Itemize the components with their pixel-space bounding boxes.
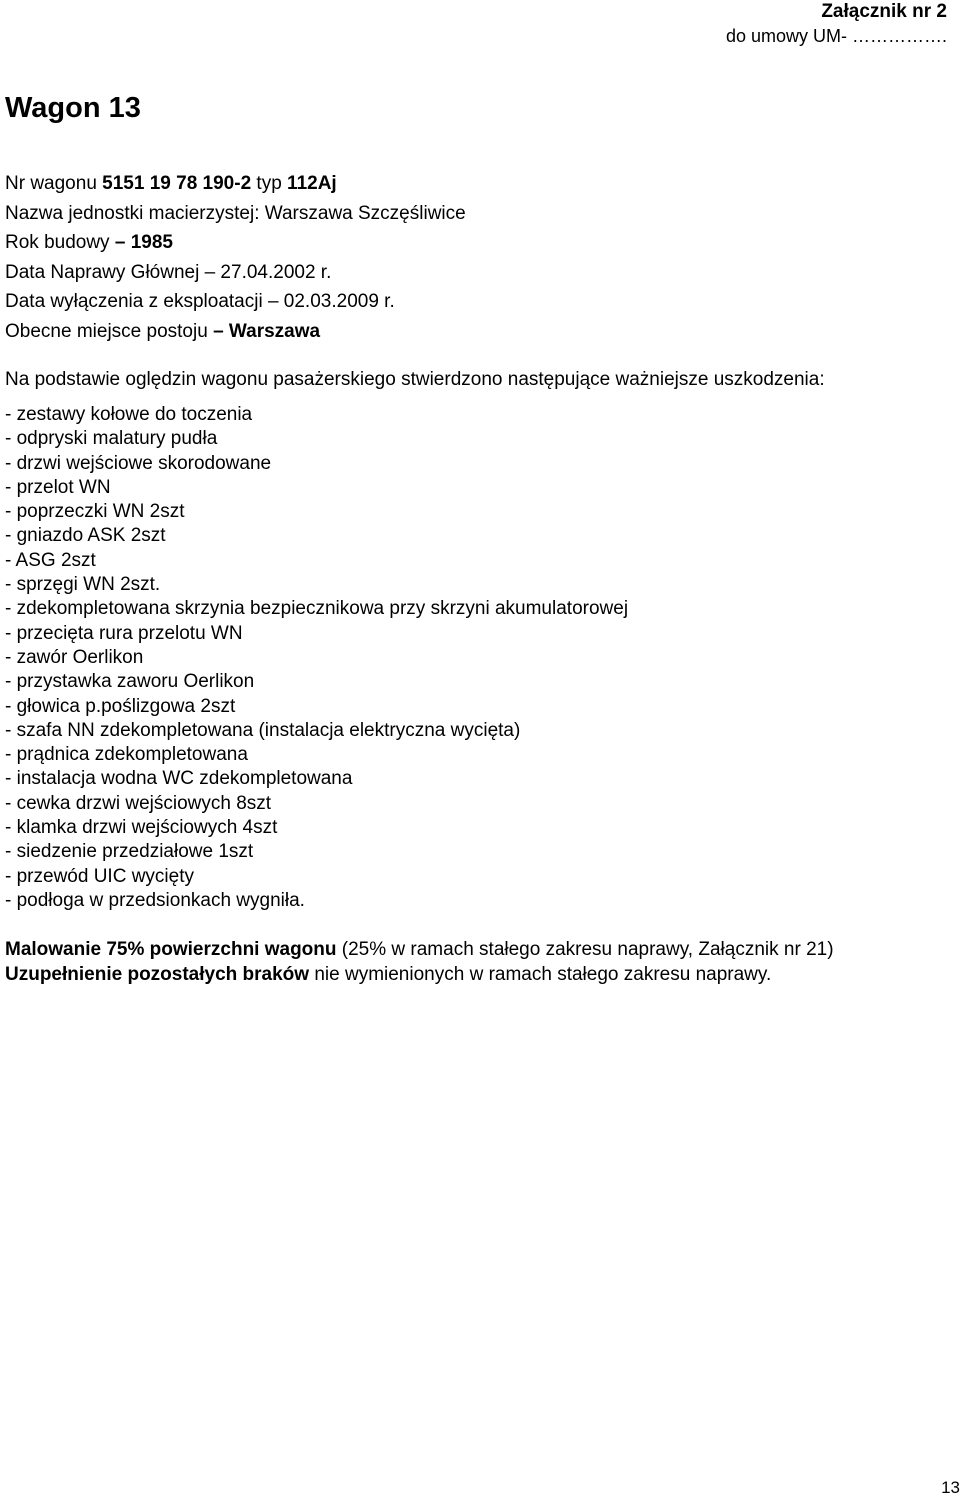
wagon-number-value: 5151 19 78 190-2 bbox=[102, 173, 252, 194]
parent-unit-line: Nazwa jednostki macierzystej: Warszawa Szczęśliwice bbox=[5, 202, 466, 224]
annex-header bbox=[726, 0, 947, 48]
inspection-intro: Na podstawie oględzin wagonu pasażerskiego stwierdzono następujące ważniejsze uszkodzenia: bbox=[5, 369, 825, 390]
list-item: - głowica p.poślizgowa 2szt bbox=[5, 695, 236, 717]
page-number: 13 bbox=[941, 1478, 960, 1497]
main-repair-line: Data Naprawy Głównej – 27.04.2002 r. bbox=[5, 261, 332, 283]
build-year-label: Rok budowy bbox=[5, 232, 115, 253]
location-label: Obecne miejsce postoju bbox=[5, 320, 214, 342]
list-item: - szafa NN zdekompletowana (instalacja elektryczna wycięta) bbox=[5, 719, 521, 741]
list-item: - instalacja wodna WC zdekompletowana bbox=[5, 768, 353, 790]
annex-subtitle: do umowy UM- ……………. bbox=[725, 26, 947, 46]
wagon-number-label: Nr wagonu bbox=[5, 173, 103, 194]
painting-line bbox=[5, 938, 834, 963]
location-value: – Warszawa bbox=[213, 320, 321, 342]
wagon-info bbox=[5, 169, 466, 346]
decommission-line: Data wyłączenia z eksploatacji – 02.03.2009 r. bbox=[5, 291, 395, 312]
wagon-number-line bbox=[5, 169, 466, 199]
list-item: - klamka drzwi wejściowych 4szt bbox=[5, 817, 278, 839]
list-item: - przelot WN bbox=[5, 476, 111, 498]
list-item: - siedzenie przedziałowe 1szt bbox=[5, 841, 254, 863]
completion-rest: nie wymienionych w ramach stałego zakresu naprawy. bbox=[309, 963, 772, 985]
defects-list bbox=[5, 403, 628, 913]
wagon-type-value: 112Aj bbox=[287, 173, 337, 194]
build-year-line bbox=[5, 228, 466, 258]
page-title: Wagon 13 bbox=[5, 92, 141, 124]
completion-line bbox=[5, 963, 834, 988]
painting-bold: Malowanie 75% powierzchni wagonu bbox=[5, 939, 337, 960]
location-line bbox=[5, 317, 466, 347]
list-item: - podłoga w przedsionkach wygniła. bbox=[5, 889, 305, 911]
list-item: - zestawy kołowe do toczenia bbox=[5, 404, 253, 425]
list-item: - przecięta rura przelotu WN bbox=[5, 622, 243, 644]
list-item: - sprzęgi WN 2szt. bbox=[5, 574, 161, 596]
list-item: - gniazdo ASK 2szt bbox=[5, 525, 166, 547]
list-item: - prądnica zdekompletowana bbox=[5, 744, 248, 766]
painting-rest: (25% w ramach stałego zakresu naprawy, Załącznik nr 21) bbox=[336, 939, 834, 960]
list-item: - poprzeczki WN 2szt bbox=[5, 501, 185, 523]
completion-bold: Uzupełnienie pozostałych braków bbox=[5, 963, 310, 985]
list-item: - drzwi wejściowe skorodowane bbox=[5, 452, 272, 474]
list-item: - odpryski malatury pudła bbox=[5, 428, 218, 450]
list-item: - przystawka zaworu Oerlikon bbox=[5, 671, 255, 693]
annex-title: Załącznik nr 2 bbox=[821, 1, 947, 22]
wagon-type-label: typ bbox=[251, 173, 288, 194]
list-item: - cewka drzwi wejściowych 8szt bbox=[5, 792, 272, 814]
list-item: - przewód UIC wycięty bbox=[5, 865, 194, 887]
list-item: - zdekompletowana skrzynia bezpiecznikowa przy skrzyni akumulatorowej bbox=[5, 598, 629, 620]
build-year-value: – 1985 bbox=[114, 232, 173, 253]
list-item: - ASG 2szt bbox=[5, 549, 96, 571]
list-item: - zawór Oerlikon bbox=[5, 646, 144, 668]
repair-summary bbox=[5, 938, 834, 987]
